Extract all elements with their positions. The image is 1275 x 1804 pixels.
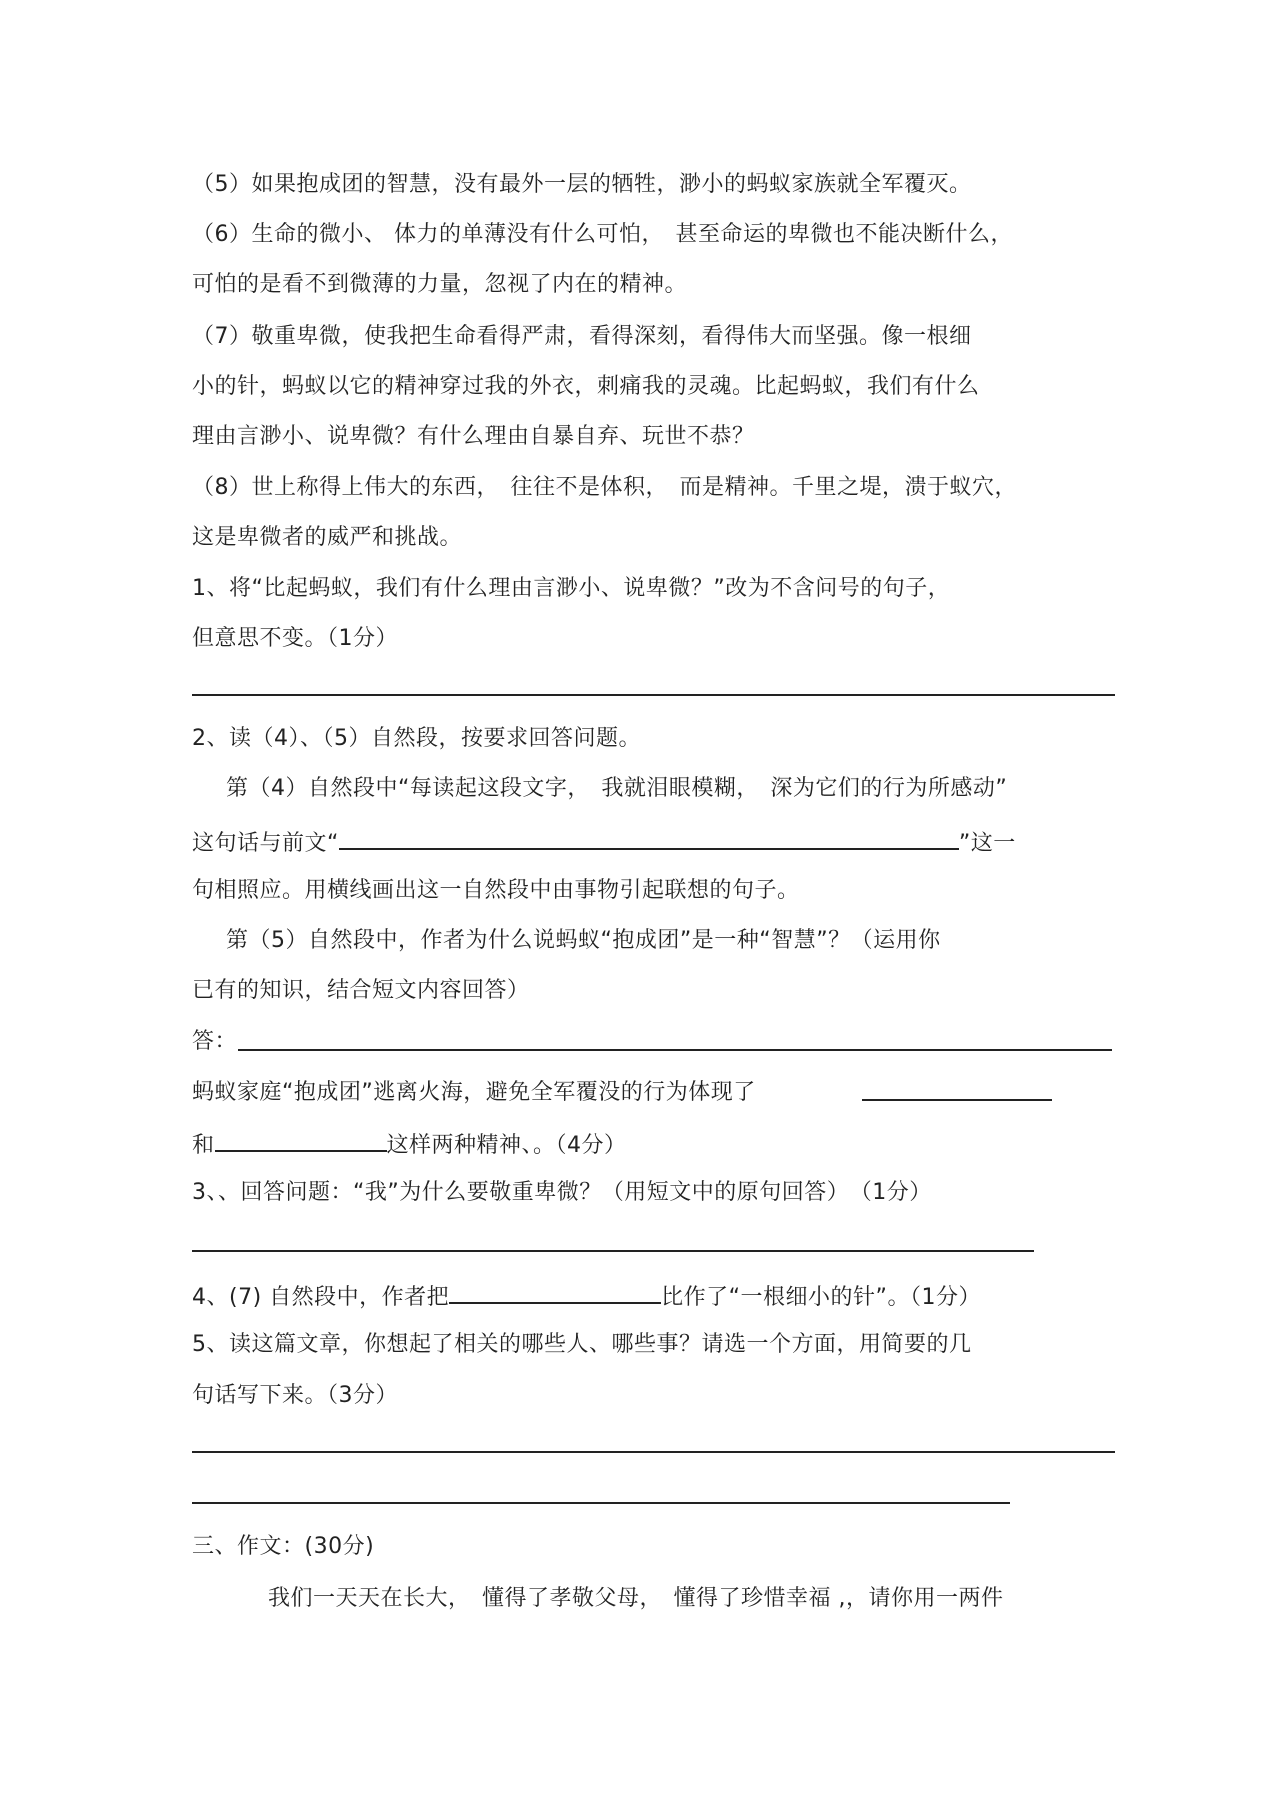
passage-paragraph-6-line-2: 可怕的是看不到微薄的力量，忽视了内在的精神。 <box>192 272 688 297</box>
composition-heading: 三、作文：(30分) <box>192 1534 375 1559</box>
question-2-sub-1-prefix: 这句话与前文“ <box>192 831 339 856</box>
question-2-answer-label: 答： <box>192 1029 238 1054</box>
question-4 <box>192 1280 981 1313</box>
passage-paragraph-8-line-1: （8）世上称得上伟大的东西， 往往不是体积， 而是精神。千里之堤，溃于蚁穴， <box>192 475 1017 500</box>
question-3-answer-line[interactable] <box>192 1250 1034 1252</box>
passage-paragraph-7-line-3: 理由言渺小、说卑微？有什么理由自暴自弃、玩世不恭？ <box>192 424 755 449</box>
question-2-sub-3-prefix: 和 <box>192 1133 215 1158</box>
passage-paragraph-7-line-1: （7）敬重卑微，使我把生命看得严肃，看得深刻，看得伟大而坚强。像一根细 <box>192 324 972 349</box>
passage-paragraph-6-line-1: （6）生命的微小、 体力的单薄没有什么可怕， 甚至命运的卑微也不能决断什么， <box>192 222 1013 247</box>
question-2-sub-3-line-1 <box>192 1078 756 1108</box>
question-5-line-2: 句话写下来。（3分） <box>192 1383 398 1408</box>
question-1-answer-line[interactable] <box>192 694 1115 696</box>
question-2-sub-3-text: 蚂蚁家庭“抱成团”逃离火海，避免全军覆没的行为体现了 <box>192 1080 756 1105</box>
question-2-answer-line[interactable] <box>238 1049 1112 1051</box>
passage-paragraph-5: （5）如果抱成团的智慧，没有最外一层的牺牲，渺小的蚂蚁家族就全军覆灭。 <box>192 172 972 197</box>
passage-paragraph-7-line-2: 小的针，蚂蚁以它的精神穿过我的外衣，刺痛我的灵魂。比起蚂蚁，我们有什么 <box>192 374 980 399</box>
question-2-sub-2-line-2: 已有的知识，结合短文内容回答） <box>192 978 530 1003</box>
question-5-answer-line-1[interactable] <box>192 1451 1115 1453</box>
question-2-spirit-blank-1[interactable] <box>862 1099 1052 1101</box>
question-5-line-1: 5、读这篇文章，你想起了相关的哪些人、哪些事？请选一个方面，用简要的几 <box>192 1332 972 1357</box>
composition-prompt: 我们一天天在长大， 懂得了孝敬父母， 懂得了珍惜幸福 ,，请你用一两件 <box>268 1586 1004 1611</box>
question-1-line-1: 1、将“比起蚂蚁，我们有什么理由言渺小、说卑微？”改为不含问号的句子， <box>192 576 951 601</box>
question-2-sub-1-suffix: ”这一 <box>958 831 1016 856</box>
question-4-blank[interactable] <box>449 1280 661 1304</box>
question-1-line-2: 但意思不变。（1分） <box>192 626 398 651</box>
question-2-quote-blank[interactable] <box>339 826 959 850</box>
question-2-line-1: 2、读（4）、（5）自然段，按要求回答问题。 <box>192 726 641 751</box>
question-5-answer-line-2[interactable] <box>192 1502 1010 1504</box>
question-2-sub-1-line-1: 第（4）自然段中“每读起这段文字， 我就泪眼模糊， 深为它们的行为所感动” <box>226 776 1008 801</box>
question-2-sub-1-line-2 <box>192 826 1016 859</box>
question-4-prefix: 4、(7) 自然段中，作者把 <box>192 1285 450 1310</box>
question-2-spirit-blank-2[interactable] <box>215 1128 387 1152</box>
question-2-sub-2-line-1: 第（5）自然段中，作者为什么说蚂蚁“抱成团”是一种“智慧”？（运用你 <box>226 928 941 953</box>
question-2-sub-1-line-3: 句相照应。用横线画出这一自然段中由事物引起联想的句子。 <box>192 878 800 903</box>
question-2-sub-3-line-2 <box>192 1128 627 1161</box>
passage-paragraph-8-line-2: 这是卑微者的威严和挑战。 <box>192 525 463 550</box>
question-4-suffix: 比作了“一根细小的针”。（1分） <box>661 1285 981 1310</box>
question-3: 3、、回答问题：“我”为什么要敬重卑微？（用短文中的原句回答） （1分） <box>192 1180 932 1205</box>
question-2-sub-3-suffix: 这样两种精神、。（4分） <box>386 1133 627 1158</box>
